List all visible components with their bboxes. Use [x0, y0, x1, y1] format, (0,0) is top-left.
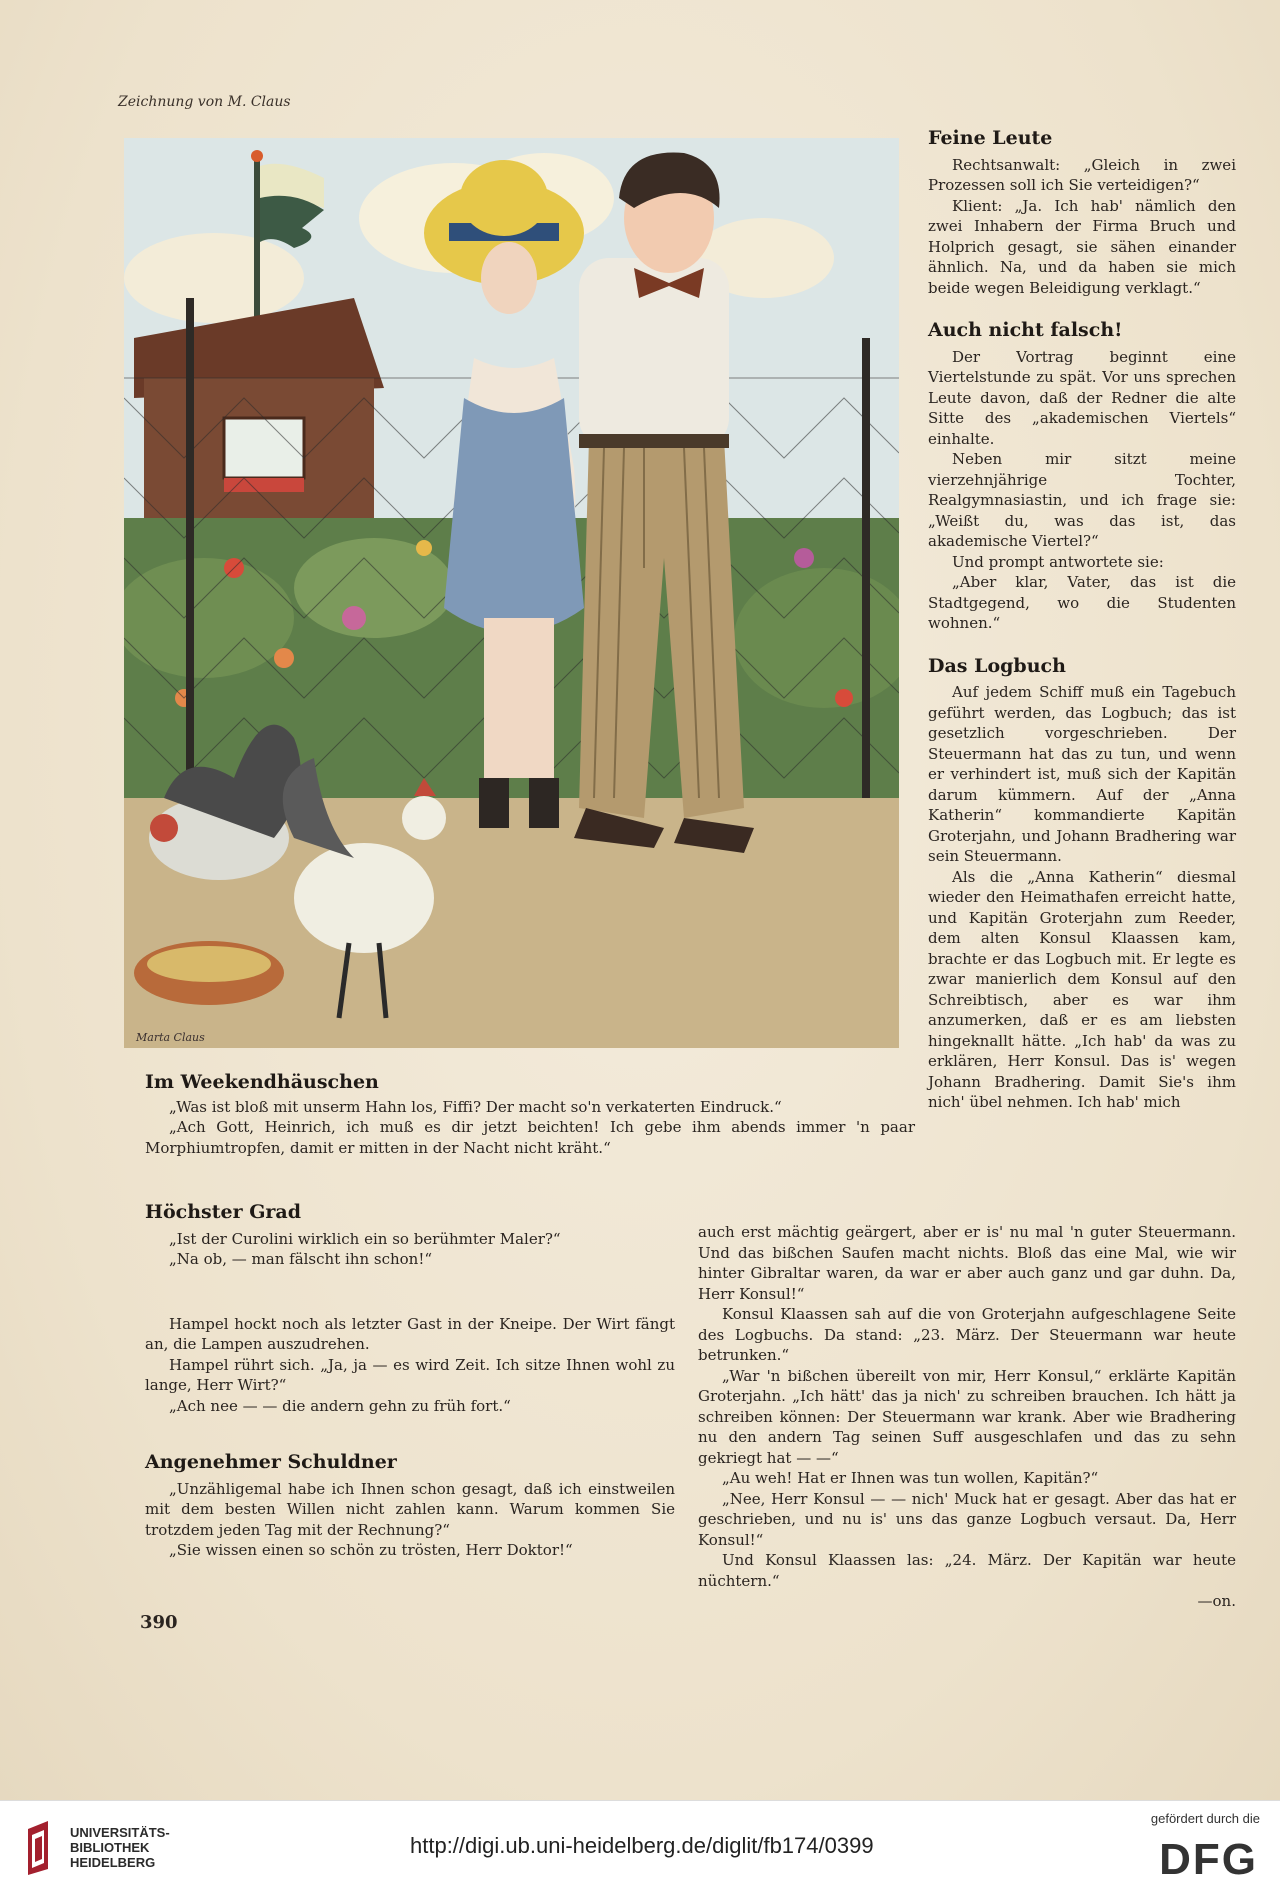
illustration: [124, 138, 899, 1048]
paragraph: Neben mir sitzt meine vierzehnjährige Tochter, Realgymnasiastin, und ich frage sie: „Weißt du, was das ist, das akademische Viertel?“: [928, 450, 1236, 550]
paragraph: „Ist der Curolini wirklich ein so berühmter Maler?“: [169, 1229, 561, 1248]
university-logo-icon: [24, 1819, 60, 1877]
paragraph: Hampel hockt noch als letzter Gast in der Kneipe. Der Wirt fängt an, die Lampen auszudrehen.: [145, 1314, 675, 1353]
paragraph: „Au weh! Hat er Ihnen was tun wollen, Kapitän?“: [722, 1469, 1099, 1487]
caption-title: Im Weekendhäuschen: [145, 1071, 379, 1093]
paragraph: auch erst mächtig geärgert, aber er is' nu mal 'n guter Steuermann. Und das bißchen Saufen macht nichts. Bloß das eine Mal, wie wir hinter Gibraltar waren, da war er aber auch ganz und gar duhn. Da, Herr Konsul!“: [698, 1223, 1236, 1303]
paragraph: „Ach nee — — die andern gehn zu früh fort.“: [169, 1396, 511, 1415]
funded-by-text: gefördert durch die: [1150, 1811, 1260, 1826]
page-number: 390: [140, 1612, 178, 1633]
paragraph: Und Konsul Klaassen las: „24. März. Der Kapitän war heute nüchtern.“: [698, 1551, 1236, 1590]
paragraph: Als die „Anna Katherin“ diesmal wieder den Heimathafen erreicht hatte, und Kapitän Groterjahn zum Reeder, dem alten Konsul Klaassen kam, brachte er das Logbuch mit. Er legte es zwar manierlich dem Konsul auf den Schreibtisch, aber es war ihm anzumerken, daß er es am liebsten hingeknallt hätte. „Ich hab' da was zu erklären, Herr Konsul. Das is' wegen Johann Bradhering. Damit Sie's ihm nich' übel nehmen. Ich hab' mich: [928, 867, 1236, 1111]
university-name-line: BIBLIOTHEK: [70, 1840, 150, 1855]
university-name-line: HEIDELBERG: [70, 1855, 156, 1870]
section-feine-leute: [928, 128, 1236, 298]
author-signature: —on.: [1197, 1592, 1236, 1610]
artist-signature: Marta Claus: [136, 1031, 205, 1044]
section-hampel: [145, 1314, 675, 1417]
heading-feine-leute: Feine Leute: [928, 127, 1053, 149]
illustration-drawing: [124, 138, 899, 1048]
caption-line: „Ach Gott, Heinrich, ich muß es dir jetzt beichten! Ich gebe ihm abends immer 'n paar Morphiumtropfen, damit er mitten in der Nacht nicht kräht.“: [145, 1118, 915, 1157]
paragraph: „Sie wissen einen so schön zu trösten, Herr Doktor!“: [169, 1541, 573, 1559]
paragraph: Und prompt antwortete sie:: [952, 552, 1164, 571]
heading-hoechster-grad: Höchster Grad: [145, 1201, 302, 1223]
paragraph: „Unzähligemal habe ich Ihnen schon gesagt, daß ich einstweilen mit dem besten Willen nicht zahlen kann. Warum kommen Sie trotzdem jeden Tag mit der Rechnung?“: [145, 1479, 675, 1539]
paragraph: Klient: „Ja. Ich hab' nämlich den zwei Inhabern der Firma Bruch und Holprich gesagt, sie sähen einander ähnlich. Na, und da haben sie mich beide wegen Beleidigung verklagt.“: [928, 196, 1236, 297]
section-hoechster-grad: [145, 1202, 675, 1270]
paragraph: Der Vortrag beginnt eine Viertelstunde zu spät. Vor uns sprechen Leute davon, daß der Redner die alte Sitte des „akademischen Viertels“ einhalte.: [928, 347, 1236, 448]
paragraph: „Na ob, — man fälscht ihn schon!“: [169, 1250, 433, 1268]
university-name-line: UNIVERSITÄTS-: [70, 1825, 170, 1840]
illustration-credit: Zeichnung von M. Claus: [118, 94, 291, 110]
paragraph: Konsul Klaassen sah auf die von Groterjahn aufgeschlagene Seite des Logbuchs. Da stand: „23. März. Der Steuermann war heute betrunken.“: [698, 1305, 1236, 1364]
university-name: [70, 1825, 170, 1870]
section-schuldner: [145, 1452, 675, 1561]
paragraph: Hampel rührt sich. „Ja, ja — es wird Zeit. Ich sitze Ihnen wohl zu lange, Herr Wirt?“: [145, 1355, 675, 1394]
left-column: [145, 1202, 675, 1587]
paragraph: Rechtsanwalt: „Gleich in zwei Prozessen soll ich Sie verteidigen?“: [928, 155, 1236, 194]
right-column: [928, 128, 1236, 1135]
digitization-footer: [0, 1800, 1280, 1894]
permalink-url[interactable]: http://digi.ub.uni-heidelberg.de/diglit/fb174/0399: [410, 1833, 874, 1858]
section-auch-nicht-falsch: [928, 320, 1236, 634]
illustration-caption: [145, 1072, 915, 1158]
heading-logbuch: Das Logbuch: [928, 654, 1066, 677]
logbuch-continuation: [698, 1222, 1236, 1612]
paragraph: „War 'n bißchen übereilt von mir, Herr Konsul,“ erklärte Kapitän Groterjahn. „Ich hätt' das ja nich' zu schreiben brauchen. Ich hätt ja schreiben können: Der Steuermann war krank. Aber wie Bradhering nu den andern Tag seinen Suff ausgeschlafen und das zu sehn gekriegt hat — —“: [698, 1366, 1236, 1467]
dfg-logo: DFG: [1159, 1835, 1258, 1884]
heading-schuldner: Angenehmer Schuldner: [145, 1451, 397, 1473]
paragraph: „Aber klar, Vater, das ist die Stadtgegend, wo die Studenten wohnen.“: [928, 573, 1236, 632]
paragraph: „Nee, Herr Konsul — — nich' Muck hat er gesagt. Aber das hat er geschrieben, und nu is' uns das ganze Logbuch versaut. Da, Herr Konsul!“: [698, 1489, 1236, 1549]
paragraph: Auf jedem Schiff muß ein Tagebuch geführt werden, das Logbuch; das ist gesetzlich vorgeschrieben. Der Steuermann hat das zu tun, und wenn er verhindert ist, muß sich der Kapitän darum kümmern. Auf der „Anna Katherin“ kommandierte Kapitän Groterjahn, und Johann Bradhering war sein Steuermann.: [928, 683, 1236, 865]
caption-line: „Was ist bloß mit unserm Hahn los, Fiffi? Der macht so'n verkaterten Eindruck.“: [169, 1097, 782, 1116]
section-logbuch: [928, 656, 1236, 1113]
heading-auch-nicht-falsch: Auch nicht falsch!: [928, 319, 1123, 341]
